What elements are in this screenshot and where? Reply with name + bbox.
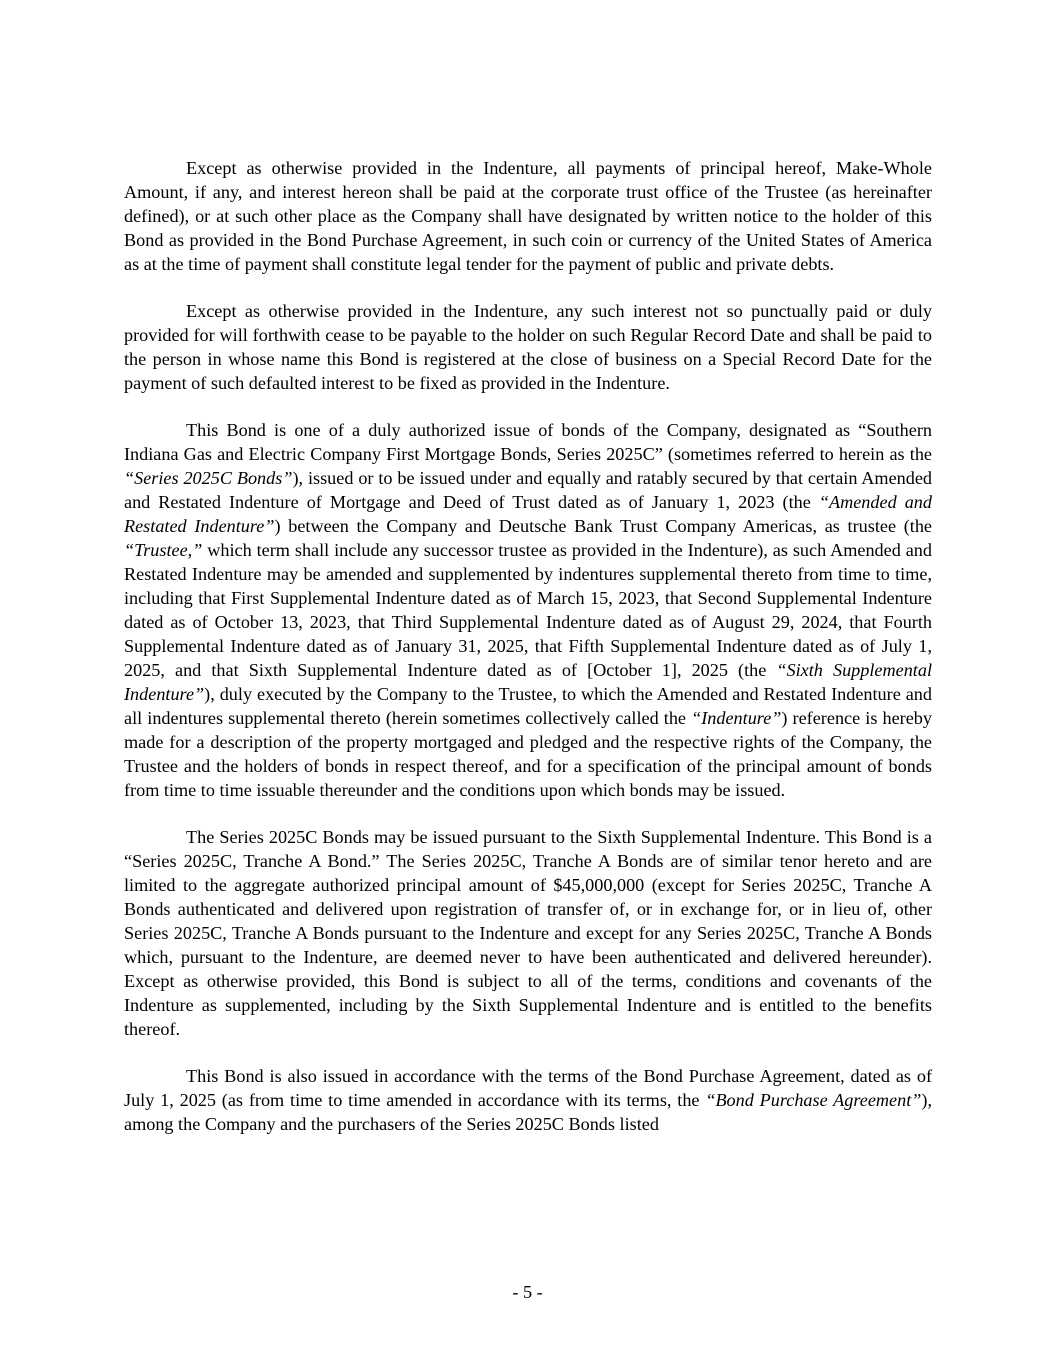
paragraph-text: ), issued or to be issued under and equally and ratably secured by that certain Amended and Restated Indenture of Mortgage and Deed of Trust dated as of January 1, 2023 (the: [124, 468, 933, 512]
defined-term-indenture: “Indenture”: [691, 708, 782, 728]
defined-term-trustee: “Trustee,”: [124, 540, 203, 560]
paragraph-defaulted-interest: [124, 299, 932, 395]
paragraph-text: which term shall include any successor trustee as provided in the Indenture), as such Amended and Restated Indenture may be amended and supplemented by indentures supplemental thereto from time to time, including that First Supplemental Indenture dated as of March 15, 2023, that Second Supplemental Indenture dated as of October 13, 2023, that Third Supplemental Indenture dated as of August 29, 2024, that Fourth Supplemental Indenture dated as of January 31, 2025, that Fifth Supplemental Indenture dated as of July 1, 2025, and that Sixth Supplemental Indenture dated as of [October 1], 2025 (the: [124, 540, 932, 680]
paragraph-payments: [124, 156, 932, 276]
paragraph-text: Except as otherwise provided in the Indenture, any such interest not so punctually paid or duly provided for will forthwith cease to be payable to the holder on such Regular Record Date and shall be paid to the person in whose name this Bond is registered at the close of business on a Special Record Date for the payment of such defaulted interest to be fixed as provided in the Indenture.: [124, 301, 932, 393]
paragraph-text: This Bond is one of a duly authorized issue of bonds of the Company, designated as “Southern Indiana Gas and Electric Company First Mortgage Bonds, Series 2025C” (sometimes referred to herein as the: [124, 420, 932, 464]
paragraph-bond-purchase-agreement: [124, 1064, 932, 1136]
paragraph-bond-issue: [124, 418, 932, 802]
page-number: - 5 -: [512, 1282, 543, 1302]
defined-term-bond-purchase-agreement: “Bond Purchase Agreement”: [705, 1090, 922, 1110]
defined-term-series-2025c-bonds: “Series 2025C Bonds”: [124, 468, 293, 488]
paragraph-text: This Bond is also issued in accordance with the terms of the Bond Purchase Agreement, dated as of July 1, 2025 (as from time to time amended in accordance with its terms, the: [124, 1066, 932, 1110]
defined-term-sixth-supplemental-indenture: “Sixth Supplemental Indenture”: [124, 660, 932, 704]
paragraph-text: ), among the Company and the purchasers of the Series 2025C Bonds listed: [124, 1090, 932, 1134]
paragraph-tranche-a: [124, 825, 932, 1041]
paragraph-text: ), duly executed by the Company to the Trustee, to which the Amended and Restated Indenture and all indentures supplemental thereto (herein sometimes collectively called the: [124, 684, 932, 728]
defined-term-amended-restated-indenture: “Amended and Restated Indenture”: [124, 492, 932, 536]
paragraph-text: The Series 2025C Bonds may be issued pursuant to the Sixth Supplemental Indenture. This Bond is a “Series 2025C, Tranche A Bond.” The Series 2025C, Tranche A Bonds are of similar tenor hereto and are limited to the aggregate authorized principal amount of $45,000,000 (except for Series 2025C, Tranche A Bonds authenticated and delivered upon registration of transfer of, or in exchange for, or in lieu of, other Series 2025C, Tranche A Bonds pursuant to the Indenture and except for any Series 2025C, Tranche A Bonds which, pursuant to the Indenture, are deemed never to have been authenticated and delivered hereunder). Except as otherwise provided, this Bond is subject to all of the terms, conditions and covenants of the Indenture as supplemented, including by the Sixth Supplemental Indenture and is entitled to the benefits thereof.: [124, 827, 932, 1039]
document-page: [124, 156, 932, 1159]
paragraph-text: ) between the Company and Deutsche Bank Trust Company Americas, as trustee (the: [274, 516, 932, 536]
paragraph-text: ) reference is hereby made for a description of the property mortgaged and pledged and the respective rights of the Company, the Trustee and the holders of bonds in respect thereof, and for a specification of the principal amount of bonds from time to time issuable thereunder and the conditions upon which bonds may be issued.: [124, 708, 932, 800]
paragraph-text: Except as otherwise provided in the Indenture, all payments of principal hereof, Make-Whole Amount, if any, and interest hereon shall be paid at the corporate trust office of the Trustee (as hereinafter defined), or at such other place as the Company shall have designated by written notice to the holder of this Bond as provided in the Bond Purchase Agreement, in such coin or currency of the United States of America as at the time of payment shall constitute legal tender for the payment of public and private debts.: [124, 158, 932, 274]
